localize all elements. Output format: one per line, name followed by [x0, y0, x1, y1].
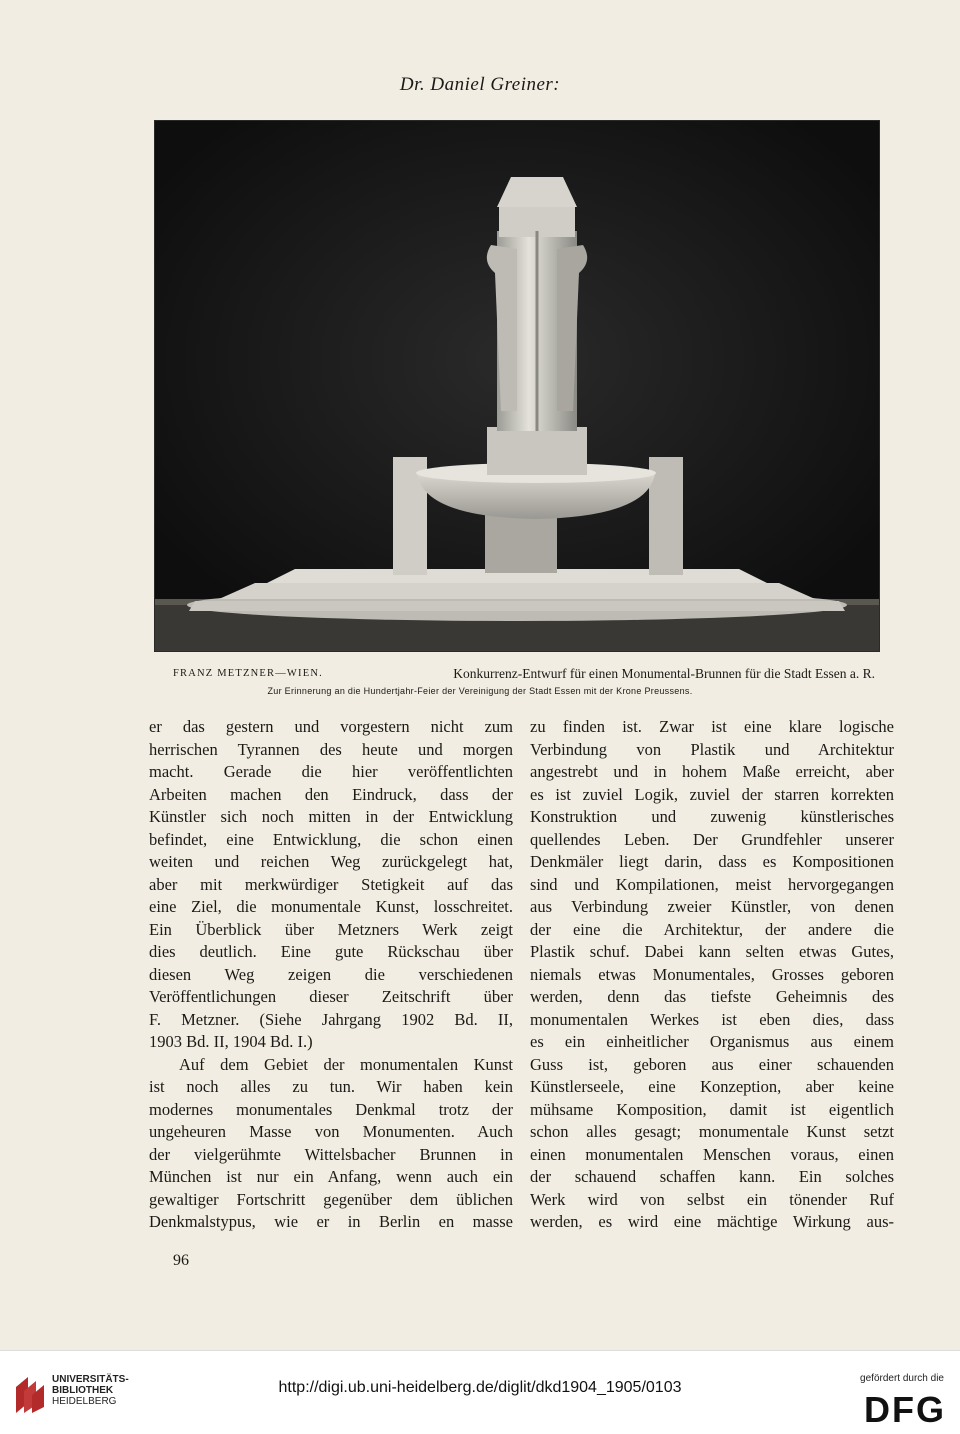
text-line: befindet, eine Entwicklung, die schon einen	[149, 829, 513, 849]
text-line: diesen Weg zeigen die verschiedenen	[149, 964, 513, 984]
text-line: mühsame Komposition, damit ist eigentlich	[530, 1099, 894, 1119]
text-line: angestrebt und in hohem Maße erreicht, aber	[530, 762, 894, 781]
text-line: weiten und reichen Weg zurückgelegt hat,	[149, 852, 513, 871]
text-line: aus Verbindung zweier Künstler, von denen	[530, 897, 894, 916]
text-line: ist noch alles zu tun. Wir haben kein	[149, 1077, 513, 1096]
funding-label: gefördert durch die	[860, 1373, 944, 1384]
text-line: der eine die Architektur, der andere die	[530, 919, 894, 939]
digitization-footer	[0, 1350, 960, 1434]
text-line: schon alles gesagt; monumentale Kunst setzt	[530, 1122, 894, 1141]
text-line: Denkmäler liegt darin, dass es Kompositionen	[530, 852, 894, 871]
caption-artist: FRANZ METZNER—WIEN.	[173, 668, 323, 679]
text-line: es ein einheitlicher Organismus aus einem	[530, 1032, 894, 1051]
text-line: zu finden ist. Zwar ist eine klare logische	[530, 717, 894, 736]
text-line: ungeheuren Masse von Monumenten. Auch	[149, 1122, 513, 1141]
text-line: der vielgerühmte Wittelsbacher Brunnen in	[149, 1144, 513, 1164]
text-line: 1903 Bd. II, 1904 Bd. I.)	[149, 1032, 313, 1051]
text-line: er das gestern und vorgestern nicht zum	[149, 717, 513, 736]
text-line: Künstler sich noch mitten in der Entwicklung	[149, 807, 513, 826]
text-line: F. Metzner. (Siehe Jahrgang 1902 Bd. II,	[149, 1009, 513, 1029]
text-line: München ist nur ein Anfang, wenn auch ein	[149, 1167, 513, 1186]
text-line: modernes monumentales Denkmal trotz der	[149, 1099, 513, 1119]
caption-work: Konkurrenz-Entwurf für einen Monumental-Brunnen für die Stadt Essen a. R.	[453, 666, 875, 681]
text-line: gewaltiger Fortschritt gegenüber dem üblichen	[149, 1189, 513, 1209]
text-line: Ein Überblick über Metzners Werk zeigt	[149, 919, 513, 939]
text-line: dies deutlich. Eine gute Rückschau über	[149, 942, 513, 961]
text-line: Guss ist, geboren aus einer schauenden	[530, 1054, 894, 1074]
text-line: aber mit merkwürdiger Stetigkeit auf das	[149, 874, 513, 894]
text-line: Plastik schuf. Dabei kann selten etwas Gutes,	[530, 942, 894, 961]
text-line: der schauend schaffen kann. Ein solches	[530, 1167, 894, 1186]
text-line: Konstruktion und zuwenig künstlerisches	[530, 807, 894, 826]
text-line: einen monumentalen Menschen voraus, einen	[530, 1144, 894, 1164]
dfg-logo: DFG	[864, 1389, 946, 1430]
text-line: eine Ziel, die monumentale Kunst, losschreitet.	[149, 897, 513, 916]
page-number: 96	[173, 1252, 189, 1269]
text-line: Arbeiten machen den Eindruck, dass der	[149, 784, 513, 804]
text-column-right	[530, 716, 894, 1234]
text-line: Denkmalstypus, wie er in Berlin en masse	[149, 1212, 513, 1231]
text-line: werden, es wird eine mächtige Wirkung aus-	[530, 1212, 894, 1231]
text-line: quellendes Leben. Der Grundfehler unserer	[530, 829, 894, 849]
library-line-3: HEIDELBERG	[52, 1396, 117, 1407]
text-line: Veröffentlichungen dieser Zeitschrift über	[149, 987, 513, 1006]
text-line: niemals etwas Monumentales, Grosses geboren	[530, 964, 894, 984]
text-line: Werk wird von selbst ein tönender Ruf	[530, 1189, 894, 1209]
running-head: Dr. Daniel Greiner:	[399, 74, 561, 95]
text-line: Auf dem Gebiet der monumentalen Kunst	[179, 1054, 513, 1074]
text-line: monumentalen Werkes ist eben dies, dass	[530, 1009, 894, 1029]
permalink[interactable]: http://digi.ub.uni-heidelberg.de/diglit/dkd1904_1905/0103	[278, 1379, 682, 1396]
text-line: es ist zuviel Logik, zuviel der starren korrekten	[530, 784, 894, 804]
caption-subtitle: Zur Erinnerung an die Hundertjahr-Feier der Vereinigung der Stadt Essen mit der Krone Preussens.	[267, 686, 693, 696]
text-line: Künstlerseele, eine Konzeption, aber keine	[530, 1077, 894, 1096]
fountain-photograph	[154, 120, 880, 652]
library-line-2: BIBLIOTHEK	[52, 1385, 114, 1396]
text-line: macht. Gerade die hier veröffentlichten	[149, 762, 513, 781]
library-line-1: UNIVERSITÄTS-	[52, 1374, 129, 1385]
text-line: herrischen Tyrannen des heute und morgen	[149, 739, 513, 759]
fountain-illustration	[155, 121, 879, 651]
text-line: werden, denn das tiefste Geheimnis des	[530, 987, 894, 1006]
text-line: Verbindung von Plastik und Architektur	[530, 739, 894, 759]
text-column-left	[149, 716, 513, 1234]
text-line: sind und Kompilationen, meist hervorgegangen	[530, 874, 894, 894]
